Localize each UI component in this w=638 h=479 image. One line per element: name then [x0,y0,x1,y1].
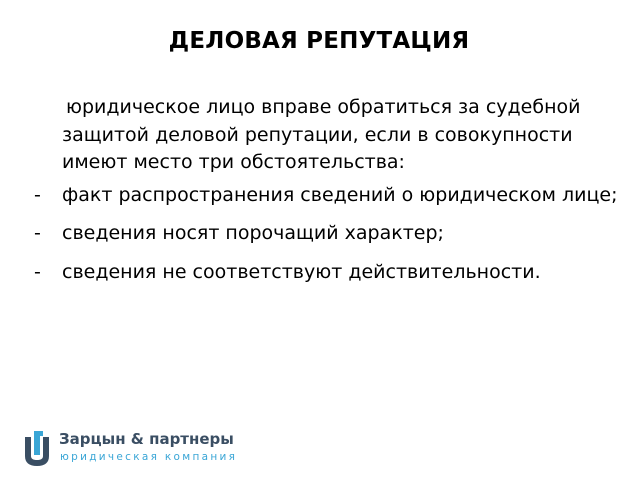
slide-body [34,94,624,297]
slide-title: ДЕЛОВАЯ РЕПУТАЦИЯ [168,28,470,54]
bullet-text: факт распространения сведений о юридическом лице; [62,183,618,206]
company-logo [22,429,262,469]
bullet-item [34,182,624,210]
bullet-marker: - [34,183,41,206]
intro-paragraph: юридическое лицо вправе обратиться за судебной защитой деловой репутации, если в совокупности имеют место три обстоятельства: [62,96,581,173]
bullet-marker: - [34,222,41,244]
bullet-marker: - [34,260,41,283]
bullet-item [34,220,624,248]
logo-company-name: Зарцын & партнеры [59,430,234,448]
bullet-text: сведения не соответствуют действительности. [62,260,541,283]
bullet-text: сведения носят порочащий характер; [62,222,444,244]
logo-mark-icon [22,429,52,469]
logo-company-subtitle: юридическая компания [60,451,238,463]
bullet-item [34,259,624,287]
